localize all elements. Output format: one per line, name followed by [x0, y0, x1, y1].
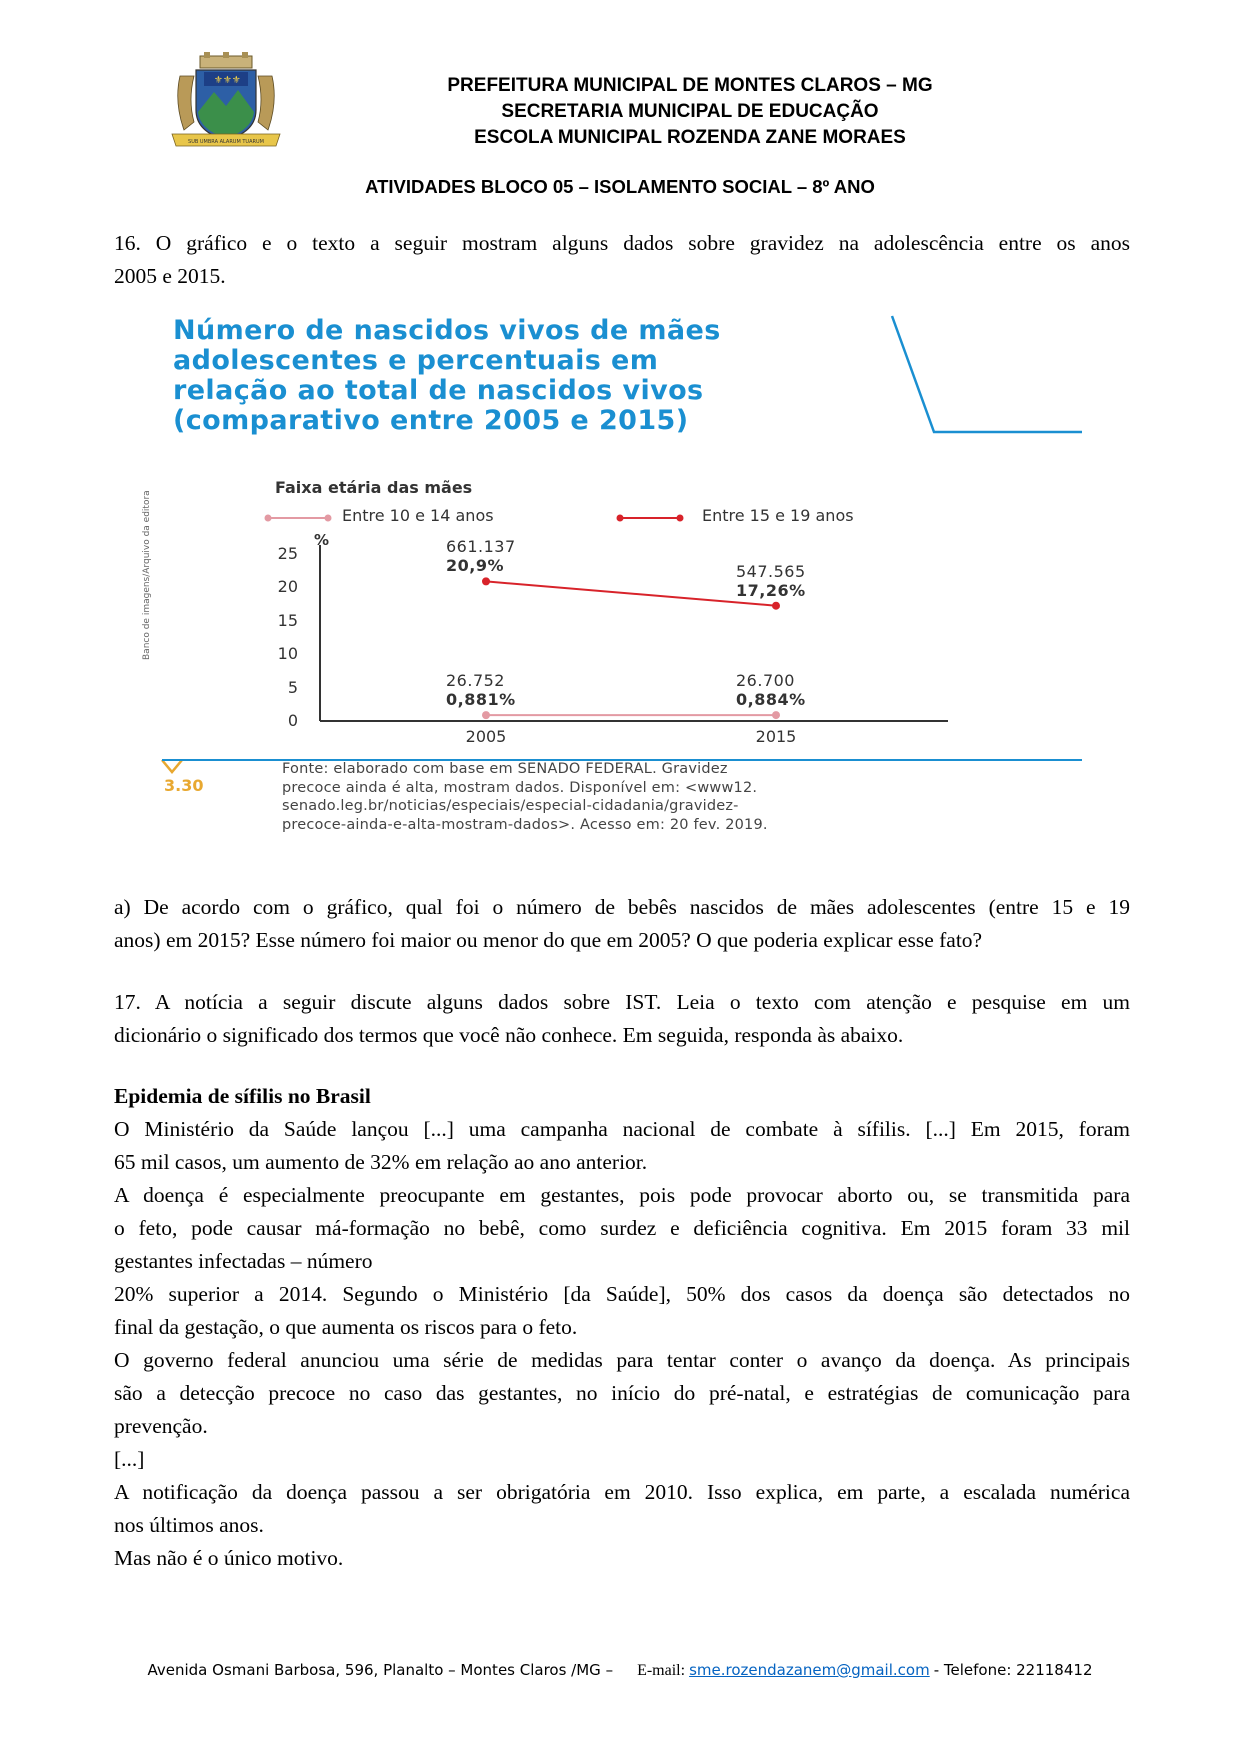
- y-tick-label: 20: [277, 577, 298, 597]
- series-line: [486, 581, 776, 605]
- article-ellipsis: [...]: [114, 1447, 145, 1471]
- q16-line-1: 16. O gráfico e o texto a seguir mostram alguns dados sobre gravidez na adolescência entre os anos: [114, 231, 1130, 255]
- article-line: prevenção.: [114, 1414, 208, 1438]
- data-label-count: 26.700: [736, 671, 795, 691]
- source-line: precoce-ainda-e-alta-mostram-dados>. Acesso em: 20 fev. 2019.: [282, 816, 768, 833]
- data-label-percent: 0,881%: [446, 690, 516, 710]
- article-line: O Ministério da Saúde lançou [...] uma campanha nacional de combate à sífilis. [...] Em 2015, foram: [114, 1117, 1130, 1141]
- chart-title-line: relação ao total de nascidos vivos: [173, 375, 704, 406]
- legend-marker: [265, 515, 272, 522]
- footer-email-link[interactable]: sme.rozendazanem@gmail.com: [689, 1661, 930, 1679]
- data-label-percent: 0,884%: [736, 690, 806, 710]
- activity-title: ATIVIDADES BLOCO 05 – ISOLAMENTO SOCIAL – 8º ANO: [365, 176, 875, 197]
- q16-line-2: 2005 e 2015.: [114, 264, 226, 288]
- header-secretariat: SECRETARIA MUNICIPAL DE EDUCAÇÃO: [501, 101, 879, 122]
- legend-marker: [325, 515, 332, 522]
- x-tick-label: 2015: [755, 727, 797, 746]
- q17-line-2: dicionário o significado dos termos que você não conhece. Em seguida, responda às abaixo.: [114, 1023, 904, 1047]
- article-line: final da gestação, o que aumenta os riscos para o feto.: [114, 1315, 578, 1339]
- header-school: ESCOLA MUNICIPAL ROZENDA ZANE MORAES: [474, 127, 906, 148]
- article-line: A doença é especialmente preocupante em gestantes, pois pode provocar aborto ou, se transmitida para: [114, 1183, 1130, 1207]
- y-tick-label: 10: [277, 644, 298, 664]
- chart-source: [282, 760, 1082, 834]
- data-point: [772, 711, 780, 719]
- y-tick-label: 25: [277, 544, 298, 563]
- source-line: Fonte: elaborado com base em SENADO FEDERAL. Gravidez: [282, 761, 728, 777]
- source-line: senado.leg.br/noticias/especiais/especial-cidadania/gravidez-: [282, 798, 739, 814]
- footer-address: Avenida Osmani Barbosa, 596, Planalto – Montes Claros /MG –: [147, 1661, 614, 1679]
- y-tick-label: 5: [287, 677, 298, 697]
- article-line: nos últimos anos.: [114, 1513, 264, 1537]
- chart-title-line: Número de nascidos vivos de mães: [173, 315, 721, 346]
- footer-phone: - Telefone: 22118412: [933, 1661, 1093, 1679]
- footer: [0, 1661, 1240, 1680]
- data-point: [772, 602, 780, 610]
- data-label-count: 547.565: [736, 561, 806, 581]
- page-marker-chevron: [162, 760, 182, 772]
- legend-label: Entre 15 e 19 anos: [702, 506, 854, 525]
- data-point: [482, 577, 490, 585]
- data-label-count: 26.752: [446, 671, 505, 691]
- article-line: são a detecção precoce no caso das gestantes, no início do pré-natal, e estratégias de comunicação para: [114, 1381, 1130, 1405]
- data-point: [482, 711, 490, 719]
- article-line: o feto, pode causar má-formação no bebê, como surdez e deficiência cognitiva. Em 2015 foram 33 mil: [114, 1216, 1130, 1240]
- svg-text:⚜⚜⚜: ⚜⚜⚜: [214, 75, 241, 86]
- chart-title-line: adolescentes e percentuais em: [173, 345, 659, 376]
- article-line: 20% superior a 2014. Segundo o Ministério [da Saúde], 50% dos casos da doença são detectados no: [114, 1282, 1130, 1306]
- legend-label: Entre 10 e 14 anos: [342, 506, 494, 525]
- q17-line-1: 17. A notícia a seguir discute alguns dados sobre IST. Leia o texto com atenção e pesquise em um: [114, 990, 1130, 1014]
- article-line: O governo federal anunciou uma série de medidas para tentar conter o avanço da doença. As principais: [114, 1348, 1130, 1372]
- header-city-hall: PREFEITURA MUNICIPAL DE MONTES CLAROS – MG: [447, 75, 933, 96]
- article-line: 65 mil casos, um aumento de 32% em relação ao ano anterior.: [114, 1150, 648, 1174]
- image-credit: Banco de imagens/Arquivo da editora: [142, 490, 152, 660]
- article-line: gestantes infectadas – número: [114, 1249, 373, 1273]
- x-tick-label: 2005: [465, 727, 507, 746]
- qa-line-1: a) De acordo com o gráfico, qual foi o número de bebês nascidos de mães adolescentes (entre 15 e 19: [114, 895, 1130, 919]
- y-tick-label: 15: [277, 610, 298, 630]
- logo-motto: SUB UMBRA ALARUM TUARUM: [188, 139, 264, 145]
- source-line: precoce ainda é alta, mostram dados. Disponível em: <www12.: [282, 779, 758, 796]
- article-line: A notificação da doença passou a ser obrigatória em 2010. Isso explica, em parte, a escalada numérica: [114, 1480, 1130, 1504]
- chart-title-line: (comparativo entre 2005 e 2015): [173, 405, 689, 436]
- data-label-count: 661.137: [446, 537, 516, 557]
- article-title: Epidemia de sífilis no Brasil: [114, 1084, 371, 1108]
- line-chart: [0, 0, 1240, 760]
- data-label-percent: 20,9%: [446, 556, 505, 576]
- article-line: Mas não é o único motivo.: [114, 1546, 344, 1570]
- y-axis-unit: %: [314, 531, 330, 549]
- data-label-percent: 17,26%: [736, 580, 806, 600]
- legend-title: Faixa etária das mães: [275, 478, 473, 497]
- book-page-number: 3.30: [164, 776, 204, 795]
- legend-marker: [617, 515, 624, 522]
- y-tick-label: 0: [287, 711, 298, 730]
- qa-line-2: anos) em 2015? Esse número foi maior ou menor do que em 2005? O que poderia explicar esse fato?: [114, 928, 983, 952]
- footer-email-label: E-mail:: [637, 1662, 686, 1679]
- legend-marker: [677, 515, 684, 522]
